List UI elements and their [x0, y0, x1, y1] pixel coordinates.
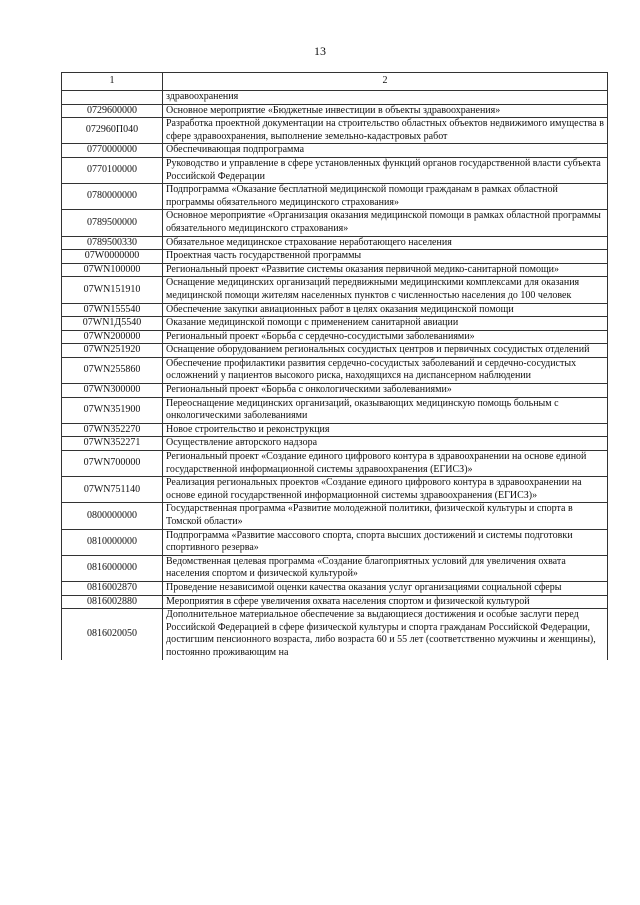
row-description: Обязательное медицинское страхование неработающего населения [163, 236, 608, 250]
table-body [62, 91, 608, 660]
table-row [62, 529, 608, 555]
table-row [62, 451, 608, 477]
table-row [62, 184, 608, 210]
row-description: Региональный проект «Создание единого цифрового контура в здравоохранении на основе единой государственной информационной системы здравоохранения (ЕГИСЗ)» [163, 451, 608, 477]
table-row [62, 581, 608, 595]
table-row [62, 91, 608, 105]
row-description: здравоохранения [163, 91, 608, 105]
row-description: Реализация региональных проектов «Создание единого цифрового контура в здравоохранении на основе единой государственной информационной системы здравоохранения (ЕГИСЗ)» [163, 477, 608, 503]
row-description: Руководство и управление в сфере установленных функций органов государственной власти субъекта Российской Федерации [163, 157, 608, 183]
row-description: Региональный проект «Развитие системы оказания первичной медико-санитарной помощи» [163, 263, 608, 277]
table-row [62, 157, 608, 183]
row-code: 0816002880 [62, 595, 163, 609]
table-row [62, 118, 608, 144]
row-description: Региональный проект «Борьба с сердечно-сосудистыми заболеваниями» [163, 330, 608, 344]
row-code: 07WN251920 [62, 344, 163, 358]
row-code: 07W0000000 [62, 250, 163, 264]
row-description: Осуществление авторского надзора [163, 437, 608, 451]
row-code: 0729600000 [62, 104, 163, 118]
row-code: 0800000000 [62, 503, 163, 529]
table-row [62, 384, 608, 398]
row-code: 07WN351900 [62, 397, 163, 423]
table-row [62, 250, 608, 264]
row-code: 0789500330 [62, 236, 163, 250]
row-description: Государственная программа «Развитие молодежной политики, физической культуры и спорта в Томской области» [163, 503, 608, 529]
row-code: 0816002870 [62, 581, 163, 595]
row-description: Ведомственная целевая программа «Создание благоприятных условий для увеличения охвата населения спортом и физической культурой» [163, 555, 608, 581]
row-code: 07WN100000 [62, 263, 163, 277]
table-row [62, 423, 608, 437]
table-row [62, 104, 608, 118]
row-code: 07WN1Д5540 [62, 317, 163, 331]
row-description: Обеспечивающая подпрограмма [163, 144, 608, 158]
table-row [62, 555, 608, 581]
row-code: 07WN300000 [62, 384, 163, 398]
row-code: 0816000000 [62, 555, 163, 581]
row-code: 07WN352271 [62, 437, 163, 451]
row-description: Мероприятия в сфере увеличения охвата населения спортом и физической культурой [163, 595, 608, 609]
budget-code-table [61, 72, 608, 660]
table-row [62, 344, 608, 358]
row-code: 07WN352270 [62, 423, 163, 437]
table-row [62, 397, 608, 423]
row-code: 0770100000 [62, 157, 163, 183]
row-description: Новое строительство и реконструкция [163, 423, 608, 437]
row-description: Основное мероприятие «Организация оказания медицинской помощи в рамках областной программы обязательного медицинского страхования» [163, 210, 608, 236]
table-row [62, 503, 608, 529]
row-description: Переоснащение медицинских организаций, оказывающих медицинскую помощь больным с онкологическими заболеваниями [163, 397, 608, 423]
row-description: Обеспечение закупки авиационных работ в целях оказания медицинской помощи [163, 303, 608, 317]
column-header-code: 1 [62, 73, 163, 91]
row-code: 07WN155540 [62, 303, 163, 317]
table-row [62, 330, 608, 344]
row-code: 0789500000 [62, 210, 163, 236]
row-code: 0770000000 [62, 144, 163, 158]
row-code: 072960П040 [62, 118, 163, 144]
row-description: Проведение независимой оценки качества оказания услуг организациями социальной сферы [163, 581, 608, 595]
row-description: Дополнительное материальное обеспечение за выдающиеся достижения и особые заслуги перед Российской Федерацией в сфере физической культуры и спорта гражданам Российской Федерации, достигшим пенсионного возраста, либо возраста 60 и 55 лет (соответственно мужчины и женщины), постоянно проживающим на [163, 609, 608, 660]
row-code [62, 91, 163, 105]
table-header-row [62, 73, 608, 91]
row-description: Оснащение медицинских организаций передвижными медицинскими комплексами для оказания медицинской помощи жителям населенных пунктов с численностью населения до 100 человек [163, 277, 608, 303]
table-row [62, 210, 608, 236]
table-row [62, 277, 608, 303]
table-row [62, 303, 608, 317]
row-description: Подпрограмма «Развитие массового спорта, спорта высших достижений и системы подготовки спортивного резерва» [163, 529, 608, 555]
row-code: 07WN700000 [62, 451, 163, 477]
row-code: 0810000000 [62, 529, 163, 555]
row-description: Разработка проектной документации на строительство областных объектов недвижимого имущества в сфере здравоохранения, выполнение земельно-кадастровых работ [163, 118, 608, 144]
row-description: Подпрограмма «Оказание бесплатной медицинской помощи гражданам в рамках областной программы обязательного медицинского страхования» [163, 184, 608, 210]
row-description: Оснащение оборудованием региональных сосудистых центров и первичных сосудистых отделений [163, 344, 608, 358]
table-row [62, 144, 608, 158]
row-code: 0780000000 [62, 184, 163, 210]
table-row [62, 609, 608, 660]
table-row [62, 357, 608, 383]
row-description: Обеспечение профилактики развития сердечно-сосудистых заболеваний и сердечно-сосудистых осложнений у пациентов высокого риска, находящихся на диспансерном наблюдении [163, 357, 608, 383]
row-description: Региональный проект «Борьба с онкологическими заболеваниями» [163, 384, 608, 398]
column-header-description: 2 [163, 73, 608, 91]
table-row [62, 263, 608, 277]
row-code: 07WN151910 [62, 277, 163, 303]
row-code: 07WN751140 [62, 477, 163, 503]
table-row [62, 477, 608, 503]
table-row [62, 236, 608, 250]
row-code: 07WN200000 [62, 330, 163, 344]
row-description: Основное мероприятие «Бюджетные инвестиции в объекты здравоохранения» [163, 104, 608, 118]
row-description: Проектная часть государственной программы [163, 250, 608, 264]
row-description: Оказание медицинской помощи с применением санитарной авиации [163, 317, 608, 331]
row-code: 0816020050 [62, 609, 163, 660]
row-code: 07WN255860 [62, 357, 163, 383]
table-row [62, 437, 608, 451]
table-row [62, 317, 608, 331]
page-number: 13 [314, 44, 326, 58]
table-row [62, 595, 608, 609]
